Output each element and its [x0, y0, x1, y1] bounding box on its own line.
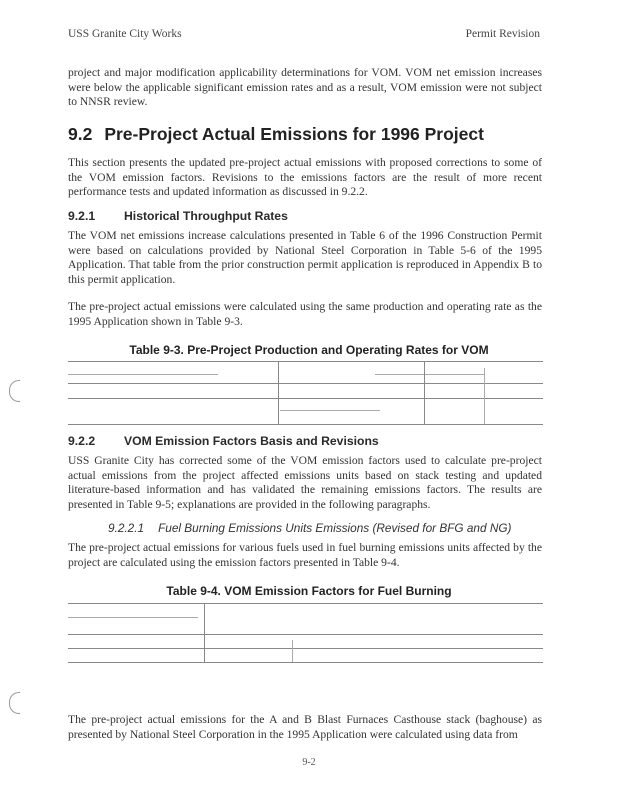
- table-rule: [68, 617, 198, 618]
- subsection-title: Historical Throughput Rates: [124, 209, 288, 223]
- page-number: 9-2: [302, 757, 316, 768]
- section-title: Pre-Project Actual Emissions for 1996 Project: [104, 124, 484, 144]
- table-rule: [68, 374, 218, 375]
- table-rule: [375, 374, 485, 375]
- subsubsection-heading-9-2-2-1: [108, 521, 511, 535]
- table-rule: [68, 424, 543, 425]
- table-rule: [68, 361, 543, 362]
- table-rule: [68, 383, 543, 384]
- paragraph-2: The VOM net emissions increase calculations presented in Table 6 of the 1996 Construction Permit were based on calculations provided by National Steel Corporation in Table 5-6 of the 1995 Application. That table from the prior construction permit application is reproduced in Appendix B to this permit application.: [68, 229, 542, 286]
- table-column-divider: [424, 361, 425, 424]
- subsection-number: 9.2.1: [68, 209, 96, 223]
- subsection-heading-9-2-2: [68, 434, 379, 448]
- table-column-divider: [278, 361, 279, 424]
- table-column-divider: [292, 640, 293, 662]
- paragraph-4: USS Granite City has corrected some of the VOM emission factors used to calculate pre-project actual emissions from the project affected emissions units based on stack testing and updated literature-based information and has validated the remaining emissions factors. The results are presented in Table 9-5; explanations are provided in the following paragraphs.: [68, 454, 542, 511]
- table-rule: [68, 603, 543, 604]
- subsection-title: VOM Emission Factors Basis and Revisions: [124, 434, 379, 448]
- section-number: 9.2: [68, 124, 93, 144]
- table-column-divider: [204, 603, 205, 662]
- table-rule: [68, 634, 543, 635]
- table-rule: [280, 410, 380, 411]
- binding-hole-mark: [9, 380, 20, 402]
- intro-paragraph: project and major modification applicability determinations for VOM. VOM net emission increases were below the applicable significant emission rates and as a result, VOM emission were not subject to NNSR review.: [68, 66, 542, 109]
- subsection-number: 9.2.2: [68, 434, 96, 448]
- section-heading-9-2: [68, 124, 484, 145]
- subsubsection-number: 9.2.2.1: [108, 521, 145, 535]
- header-left: USS Granite City Works: [68, 28, 182, 40]
- table-9-3-caption: Table 9-3. Pre-Project Production and Operating Rates for VOM: [129, 343, 489, 357]
- paragraph-5: The pre-project actual emissions for various fuels used in fuel burning emissions units affected by the project are calculated using the emission factors presented in Table 9-4.: [68, 541, 542, 569]
- paragraph-3: The pre-project actual emissions were calculated using the same production and operating rate as the 1995 Application shown in Table 9-3.: [68, 300, 542, 328]
- paragraph-1: This section presents the updated pre-project actual emissions with proposed corrections to some of the VOM emission factors. Revisions to the emissions factors are the result of more recent performance tests and updated information as discussed in 9.2.2.: [68, 156, 542, 199]
- subsection-heading-9-2-1: [68, 209, 288, 223]
- table-column-divider: [484, 368, 485, 424]
- table-rule: [68, 648, 543, 649]
- paragraph-6: The pre-project actual emissions for the A and B Blast Furnaces Casthouse stack (baghouse) as presented by National Steel Corporation in the 1995 Application were calculated using data from: [68, 713, 542, 741]
- header-right: Permit Revision: [465, 28, 540, 40]
- table-rule: [68, 662, 543, 663]
- subsubsection-title: Fuel Burning Emissions Units Emissions (Revised for BFG and NG): [158, 521, 512, 535]
- binding-hole-mark: [9, 692, 20, 714]
- table-9-4-caption: Table 9-4. VOM Emission Factors for Fuel Burning: [166, 584, 452, 598]
- table-rule: [68, 398, 543, 399]
